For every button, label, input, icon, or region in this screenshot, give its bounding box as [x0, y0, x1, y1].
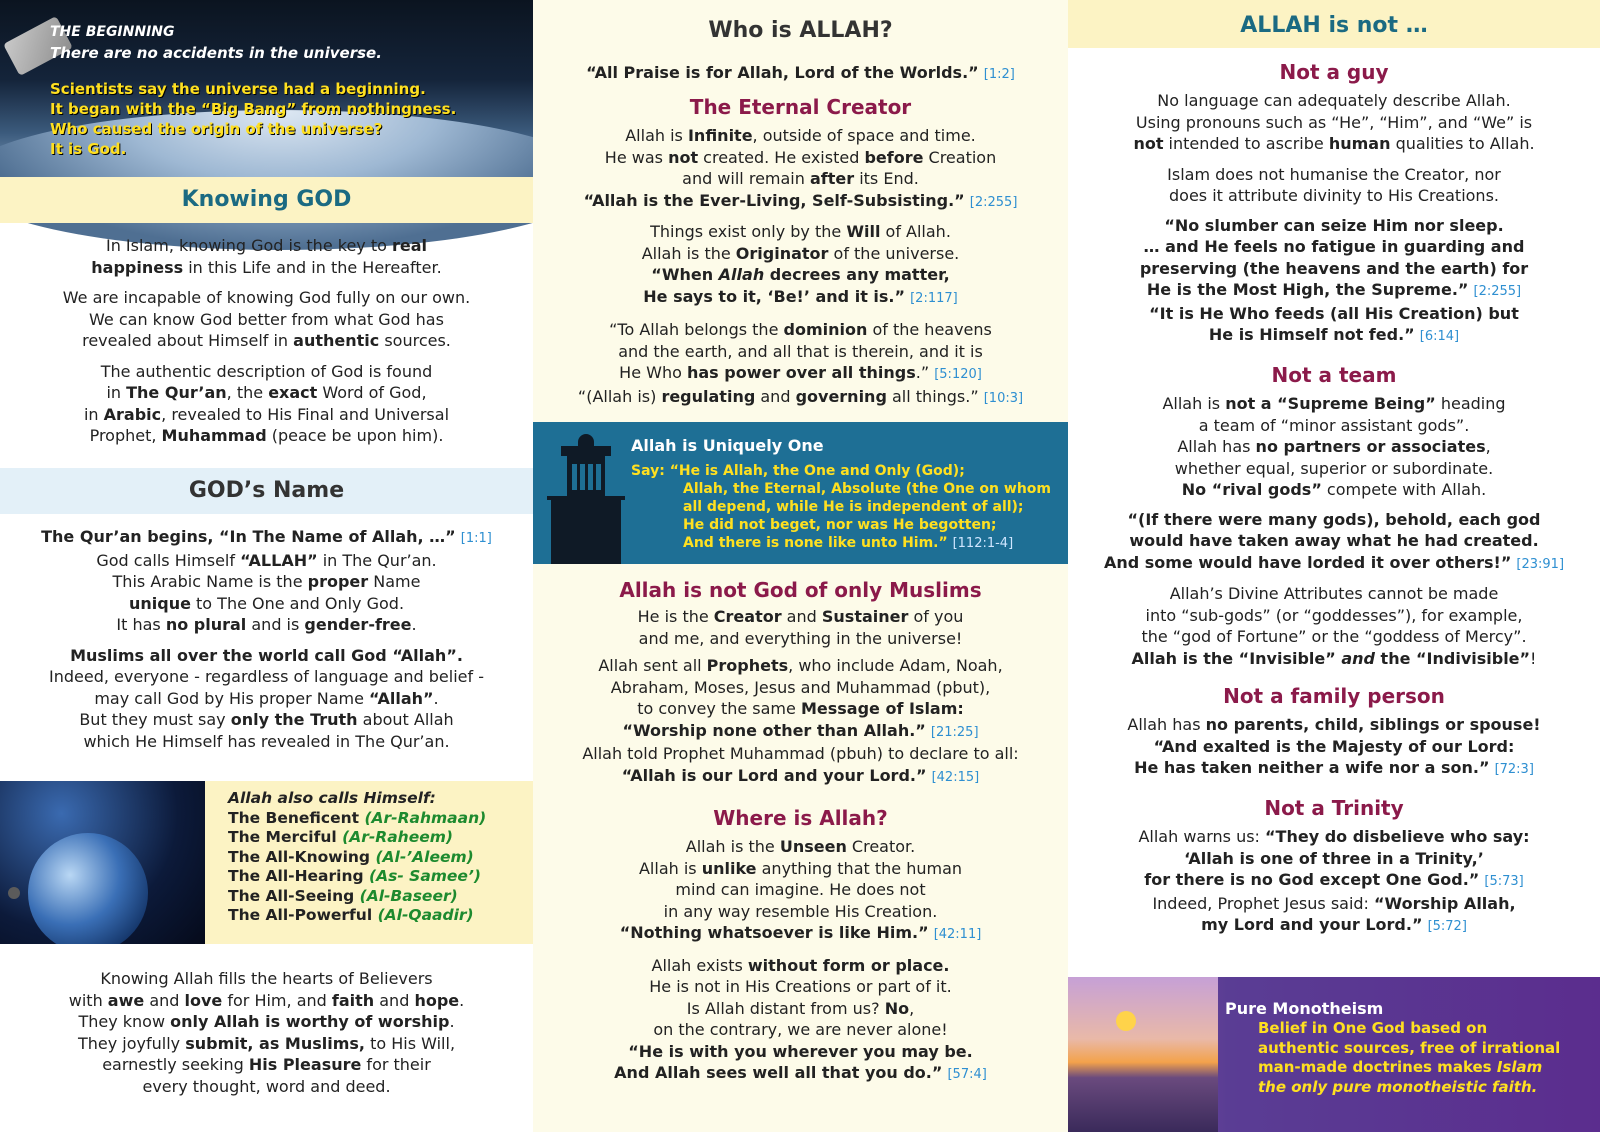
attribute-item: The Merciful (Ar-Raheem) — [228, 828, 453, 846]
gods-name-text: The Qur’an begins, “In The Name of Allah, …” [1:1] God calls Himself “ALLAH” in The Qur’an. This Arabic Name is the proper Name unique to The One and Only God. It has no plural and is gender-free. Muslims all over the world call God “Allah”. Indeed, everyone - regardless of language and belief - may call God by His proper Name “Allah”. But they must say only the Truth about Allah which He Himself has revealed in The Qur’an. — [41, 527, 492, 751]
knowing-god-heading: Knowing GOD — [0, 177, 533, 223]
attribute-item: The Beneficent (Ar-Rahmaan) — [228, 808, 487, 827]
middle-panel — [533, 0, 1068, 1132]
uniquely-one-heading: Allah is Uniquely One — [631, 436, 824, 455]
eternal-creator-section: The Eternal Creator Allah is Infinite, outside of space and time. He was not created. He existed before Creation and will remain after its End. “Allah is the Ever-Living, Self-Subsisting.” [2:255] Things exist only by the Will of Allah. Allah is the Originator of the universe. “When Allah decrees any matter, He says to it, ‘Be!’ and it is.” [2:117] “To Allah belongs the dominion of the heavens and the earth, and all that is therein, and it is He Who has power over all things.” [5:120] “(Allah is) regulating and governing all things.” [10:3] — [533, 95, 1068, 409]
not-a-trinity-section: Not a Trinity Allah warns us: “They do disbelieve who say: ‘Allah is one of three in a Trinity,’ for there is no God except One God.” [5:73] Indeed, Prophet Jesus said: “Worship Allah, my Lord and your Lord.” [5:72] — [1068, 796, 1600, 938]
closing-text: Knowing Allah fills the hearts of Believers with awe and love for Him, and faith and hope. They know only Allah is worthy of worship. They joyfully submit, as Muslims, to His Will, earnestly seeking His Pleasure for their every thought, word and deed. — [68, 969, 465, 1096]
right-panel — [1068, 0, 1600, 1132]
banner-line: It is God. — [50, 140, 127, 158]
banner-heading: THE BEGINNING — [50, 24, 175, 40]
where-is-allah-heading: Where is Allah? — [713, 806, 888, 830]
not-a-trinity-heading: Not a Trinity — [1264, 796, 1404, 820]
planet-image — [0, 781, 205, 944]
not-only-muslims-heading: Allah is not God of only Muslims — [619, 578, 982, 602]
not-a-guy-section: Not a guy No language can adequately describe Allah. Using pronouns such as “He”, “Him”, and “We” is not intended to ascribe human qualities to Allah. Islam does not humanise the Creator, nor does it attribute divinity to His Creations. “No slumber can seize Him nor sleep. … and He feels no fatigue in guarding and preserving (the heavens and the earth) for He is the Most High, the Supreme.” [2:255] “It is He Who feeds (all His Creation) but He is Himself not fed.” [6:14] — [1068, 60, 1600, 348]
left-panel — [0, 0, 533, 1132]
uniquely-one-box — [533, 422, 1068, 564]
pure-monotheism-text: Belief in One God based on authentic sources, free of irrational man-made doctrines makes Islam the only pure monotheistic faith. — [1258, 1019, 1561, 1096]
banner-line: It began with the “Big Bang” from nothingness. — [50, 100, 457, 118]
gods-name-heading: GOD’s Name — [0, 468, 533, 514]
attribute-item: The All-Powerful (Al-Qaadir) — [228, 906, 474, 924]
not-a-family-heading: Not a family person — [1223, 684, 1445, 708]
banner-subheading: There are no accidents in the universe. — [50, 44, 382, 62]
attribute-item: The All-Seeing (Al-Baseer) — [228, 886, 458, 905]
banner-line: Scientists say the universe had a beginning. — [50, 80, 426, 98]
eternal-creator-heading: The Eternal Creator — [689, 95, 912, 119]
not-a-guy-heading: Not a guy — [1279, 60, 1389, 84]
uniquely-one-verse: Say: “He is Allah, the One and Only (God); Allah, the Eternal, Absolute (the One on whom all depend, while He is independent of all); He did not beget, nor was He begotten; And there is none like unto Him.” [112:1-4] — [631, 463, 1051, 551]
minaret-icon — [543, 434, 629, 564]
banner-line: Who caused the origin of the universe? — [50, 120, 383, 138]
attributes-box — [0, 781, 533, 944]
beginning-banner — [0, 0, 533, 177]
not-a-family-section: Not a family person Allah has no parents, child, siblings or spouse! “And exalted is the Majesty of our Lord: He has taken neither a wife nor a son.” [72:3] — [1068, 684, 1600, 781]
who-is-allah-heading: Who is ALLAH? — [708, 18, 893, 43]
pure-monotheism-box — [1068, 977, 1600, 1132]
not-only-muslims-section: Allah is not God of only Muslims He is the Creator and Sustainer of you and me, and everything in the universe! Allah sent all Prophets, who include Adam, Noah, Abraham, Moses, Jesus and Muhammad (pbut), to convey the same Message of Islam: “Worship none other than Allah.” [21:25] Allah told Prophet Muhammad (pbuh) to declare to all: “Allah is our Lord and your Lord.” [42:15] — [533, 578, 1068, 788]
knowing-god-text: In Islam, knowing God is the key to real happiness in this Life and in the Hereafter. We are incapable of knowing God fully on our own. We can know God better from what God has revealed about Himself in authentic sources. The authentic description of God is found in The Qur’an, the exact Word of God, in Arabic, revealed to His Final and Universal Prophet, Muhammad (peace be upon him). — [62, 236, 471, 445]
pure-monotheism-heading: Pure Monotheism — [1225, 999, 1384, 1018]
attribute-item: The All-Knowing (Al-’Aleem) — [228, 847, 474, 866]
allah-is-not-heading: ALLAH is not … — [1068, 0, 1600, 48]
praise-line: “All Praise is for Allah, Lord of the Worlds.” [1:2] — [586, 63, 1015, 82]
attributes-heading: Allah also calls Himself: — [228, 789, 436, 807]
sunset-image — [1068, 977, 1218, 1132]
not-a-team-heading: Not a team — [1271, 363, 1397, 387]
not-a-team-section: Not a team Allah is not a “Supreme Being” heading a team of “minor assistant gods”. Allah has no partners or associates, whether equal, superior or subordinate. No “rival gods” compete with Allah. “(If there were many gods), behold, each god would have taken away what he had created. And some would have lorded it over others!” [23:91] Allah’s Divine Attributes cannot be made into “sub-gods” (or “goddesses”), for example, the “god of Fortune” or the “goddess of Mercy”. Allah is the “Invisible” and the “Indivisible”! — [1068, 363, 1600, 669]
where-is-allah-section: Where is Allah? Allah is the Unseen Creator. Allah is unlike anything that the human mind can imagine. He does not in any way resemble His Creation. “Nothing whatsoever is like Him.” [42:11] Allah exists without form or place. He is not in His Creations or part of it. Is Allah distant from us? No, on the contrary, we are never alone! “He is with you wherever you may be. And Allah sees well all that you do.” [57:4] — [533, 806, 1068, 1086]
attributes-list — [228, 789, 486, 926]
attribute-item: The All-Hearing (As- Samee’) — [228, 867, 481, 885]
